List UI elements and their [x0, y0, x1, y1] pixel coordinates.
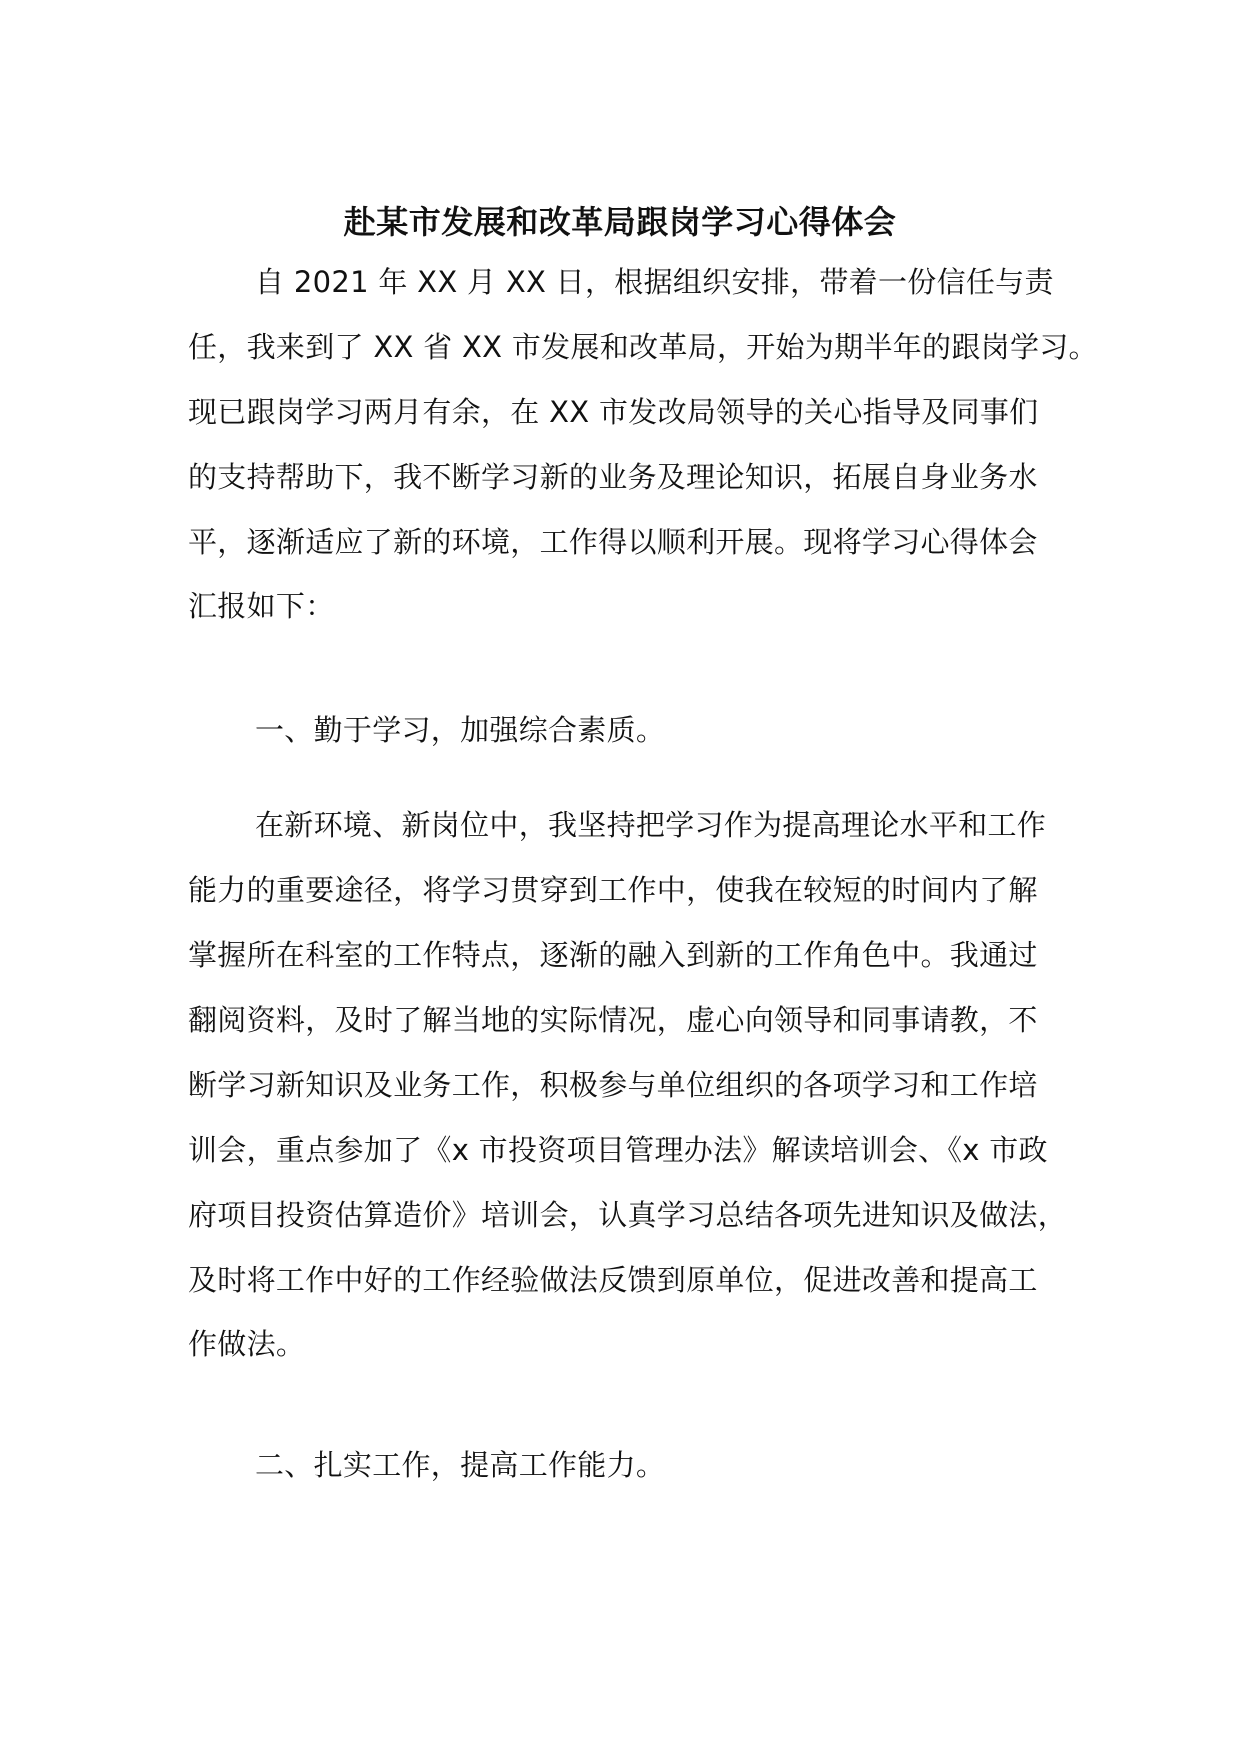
paragraph-1-line-4: 的支持帮助下，我不断学习新的业务及理论知识，拓展自身业务水 [188, 460, 1038, 494]
paragraph-2-line-7: 府项目投资估算造价》培训会，认真学习总结各项先进知识及做法， [188, 1198, 1068, 1232]
paragraph-1-line-5: 平，逐渐适应了新的环境，工作得以顺利开展。现将学习心得体会 [188, 525, 1038, 559]
paragraph-1-line-1: 自 2021 年 XX 月 XX 日，根据组织安排，带着一份信任与责 [255, 265, 1054, 299]
section-heading-2: 二、扎实工作，提高工作能力。 [255, 1448, 666, 1482]
paragraph-2-line-4: 翻阅资料，及时了解当地的实际情况，虚心向领导和同事请教，不 [188, 1003, 1038, 1037]
paragraph-2-line-5: 断学习新知识及业务工作，积极参与单位组织的各项学习和工作培 [188, 1068, 1038, 1102]
paragraph-2-line-9: 作做法。 [188, 1327, 306, 1361]
paragraph-1-line-6: 汇报如下： [188, 589, 335, 623]
paragraph-2-line-8: 及时将工作中好的工作经验做法反馈到原单位，促进改善和提高工 [188, 1263, 1038, 1297]
paragraph-2-line-1: 在新环境、新岗位中，我坚持把学习作为提高理论水平和工作 [255, 808, 1047, 842]
section-heading-1: 一、勤于学习，加强综合素质。 [255, 713, 666, 747]
paragraph-2-line-2: 能力的重要途径，将学习贯穿到工作中，使我在较短的时间内了解 [188, 873, 1038, 907]
paragraph-1-line-2: 任，我来到了 XX 省 XX 市发展和改革局，开始为期半年的跟岗学习。 [188, 330, 1098, 364]
document-title: 赴某市发展和改革局跟岗学习心得体会 [343, 203, 897, 241]
paragraph-1-line-3: 现已跟岗学习两月有余，在 XX 市发改局领导的关心指导及同事们 [188, 395, 1039, 429]
paragraph-2-line-6: 训会，重点参加了《x 市投资项目管理办法》解读培训会、《x 市政 [188, 1133, 1048, 1167]
paragraph-2-line-3: 掌握所在科室的工作特点，逐渐的融入到新的工作角色中。我通过 [188, 938, 1038, 972]
